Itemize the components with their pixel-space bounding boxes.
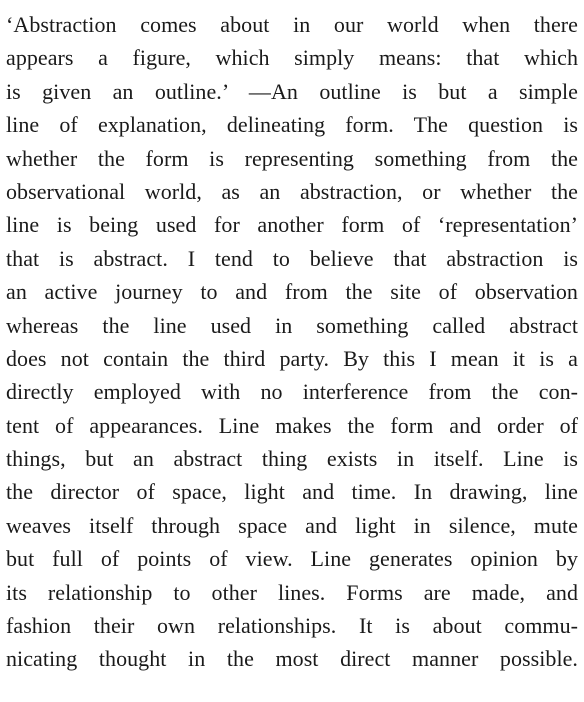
text-line: directly employed with no interference from the con-	[6, 379, 578, 405]
text-line: tent of appearances. Line makes the form and order of	[6, 412, 578, 438]
text-line: an active journey to and from the site of observation	[6, 279, 578, 305]
text-line: ‘Abstraction comes about in our world when there	[6, 12, 578, 37]
text-line: whether the form is representing something from the	[6, 145, 578, 171]
text-line: but full of points of view. Line generates opinion by	[6, 546, 578, 572]
text-line: observational world, as an abstraction, or whether the	[6, 178, 578, 204]
text-line: line of explanation, delineating form. The question is	[6, 112, 578, 138]
text-line: whereas the line used in something called abstract	[6, 312, 578, 338]
text-line: weaves itself through space and light in silence, mute	[6, 512, 578, 538]
text-line: its relationship to other lines. Forms are made, and	[6, 579, 578, 605]
text-line: does not contain the third party. By this I mean it is a	[6, 345, 578, 371]
text-line: line is being used for another form of ‘representation’	[6, 212, 578, 238]
text-line: the director of space, light and time. In drawing, line	[6, 479, 578, 505]
text-line: fashion their own relationships. It is about commu-	[6, 613, 578, 639]
text-page	[6, 8, 578, 676]
text-line: that is abstract. I tend to believe that abstraction is	[6, 245, 578, 271]
text-line: nicating thought in the most direct manner possible.	[6, 646, 578, 672]
text-line: appears a figure, which simply means: that which	[6, 45, 578, 71]
text-line: is given an outline.’ —An outline is but a simple	[6, 78, 578, 104]
text-line: things, but an abstract thing exists in itself. Line is	[6, 446, 578, 472]
